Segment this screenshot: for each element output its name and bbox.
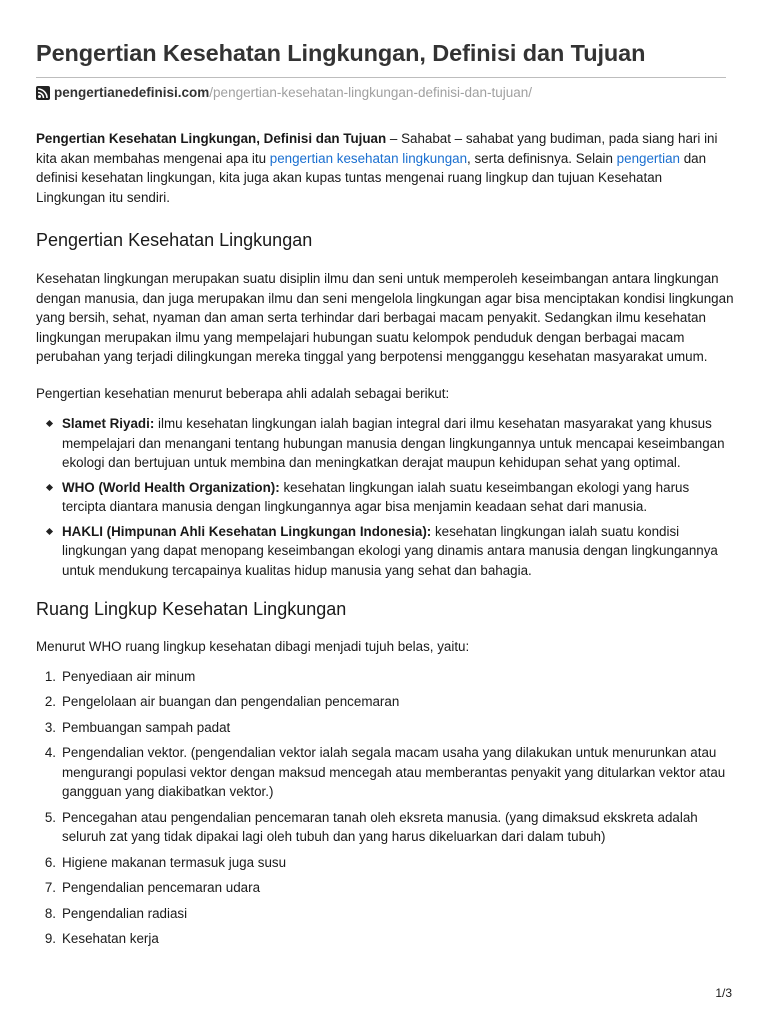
expert-definition: ilmu kesehatan lingkungan ialah bagian integral dari ilmu kesehatan masyarakat yang khusus mempelajari dan menangani tentang hubungan manusia dengan lingkungannya untuk mencapai keseimbangan ekologi dan bertujuan untuk membina dan meningkatkan derajat maupun kehidupan sehat yang optimal. bbox=[62, 416, 725, 470]
list-item-text: Pencegahan atau pengendalian pencemaran tanah oleh eksreta manusia. (yang dimaksud ekskreta adalah seluruh zat yang tidak dipakai lagi oleh tubuh dan yang harus dikeluarkan dari dalam tubuh) bbox=[62, 809, 698, 844]
rss-feed-icon bbox=[36, 86, 50, 100]
list-number: 4. bbox=[44, 745, 56, 760]
page-number: 1/3 bbox=[715, 986, 732, 1000]
scope-list bbox=[36, 667, 734, 949]
list-number: 7. bbox=[44, 880, 56, 895]
experts-intro: Pengertian kesehatian menurut beberapa ahli adalah sebagai berikut: bbox=[36, 385, 450, 401]
list-number: 9. bbox=[44, 931, 56, 946]
intro-text: dan definisi kesehatan lingkungan, kita juga akan kupas tuntas mengenai ruang lingkup dan tujuan Kesehatan Lingkungan itu sendiri. bbox=[36, 150, 707, 205]
list-item bbox=[62, 522, 734, 581]
bullet-diamond-icon bbox=[46, 527, 53, 534]
section-heading-pengertian: Pengertian Kesehatan Lingkungan bbox=[36, 230, 313, 250]
list-number: 3. bbox=[44, 719, 56, 735]
list-item bbox=[44, 878, 734, 898]
bullet-diamond-icon bbox=[46, 420, 53, 427]
list-item bbox=[44, 808, 734, 847]
list-number: 2. bbox=[44, 694, 56, 709]
experts-list bbox=[36, 414, 734, 580]
list-item-text: Kesehatan kerja bbox=[62, 931, 159, 946]
list-item-text: Penyediaan air minum bbox=[62, 668, 196, 684]
list-number: 1. bbox=[44, 668, 56, 684]
list-item bbox=[44, 743, 734, 802]
list-item bbox=[44, 667, 734, 687]
intro-text: – Sahabat – sahabat yang budiman, pada siang hari ini kita akan membahas mengenai apa itu bbox=[36, 131, 718, 166]
intro-bold-title: Pengertian Kesehatan Lingkungan, Definisi dan Tujuan bbox=[36, 131, 387, 146]
expert-name: WHO (World Health Organization): bbox=[62, 479, 280, 495]
page-title: Pengertian Kesehatan Lingkungan, Definisi dan Tujuan bbox=[36, 40, 646, 66]
title-divider bbox=[36, 77, 726, 78]
link-pengertian-kesehatan-lingkungan[interactable]: pengertian kesehatan lingkungan bbox=[269, 150, 468, 166]
list-item bbox=[44, 929, 734, 949]
list-number: 5. bbox=[44, 809, 56, 825]
list-item bbox=[62, 414, 734, 473]
bullet-diamond-icon bbox=[46, 483, 53, 490]
list-item-text: Pengendalian pencemaran udara bbox=[62, 880, 261, 895]
list-number: 6. bbox=[44, 854, 56, 870]
intro-paragraph bbox=[36, 129, 734, 207]
list-item bbox=[44, 718, 734, 738]
source-domain[interactable]: pengertianedefinisi.com bbox=[54, 85, 210, 100]
list-item bbox=[62, 478, 734, 517]
link-pengertian[interactable]: pengertian bbox=[616, 150, 680, 166]
section-heading-ruang-lingkup: Ruang Lingkup Kesehatan Lingkungan bbox=[36, 599, 347, 619]
scope-intro: Menurut WHO ruang lingkup kesehatan dibagi menjadi tujuh belas, yaitu: bbox=[36, 639, 470, 654]
list-item-text: Pengelolaan air buangan dan pengendalian pencemaran bbox=[62, 694, 400, 709]
document-page bbox=[36, 0, 734, 955]
list-item bbox=[44, 904, 734, 924]
list-item bbox=[44, 853, 734, 873]
list-item-text: Pengendalian vektor. (pengendalian vektor ialah segala macam usaha yang dilakukan untuk menurunkan atau mengurangi populasi vektor dengan maksud mencegah atau memberantas penyakit yang ditularkan vektor atau gangguan yang diakibatkan vektor.) bbox=[62, 745, 726, 799]
list-number: 8. bbox=[44, 905, 56, 921]
list-item-text: Higiene makanan termasuk juga susu bbox=[62, 854, 287, 870]
expert-name: HAKLI (Himpunan Ahli Kesehatan Lingkungan Indonesia): bbox=[62, 523, 432, 539]
source-path[interactable]: /pengertian-kesehatan-lingkungan-definisi-dan-tujuan/ bbox=[209, 85, 533, 100]
intro-text: , serta definisnya. Selain bbox=[467, 150, 617, 166]
expert-definition: kesehatan lingkungan ialah suatu kondisi lingkungan yang dapat menopang keseimbangan ekologi yang dinamis antara manusia dengan lingkungannya untuk mendukung tercapainya kualitas hidup manusia yang sehat dan bahagia. bbox=[62, 523, 718, 578]
list-item-text: Pembuangan sampah padat bbox=[62, 719, 231, 735]
list-item-text: Pengendalian radiasi bbox=[62, 905, 188, 921]
section-paragraph: Kesehatan lingkungan merupakan suatu disiplin ilmu dan seni untuk memperoleh keseimbangan antara lingkungan dengan manusia, dan juga merupakan ilmu dan seni mengelola lingkungan agar bisa menciptakan kondisi lingkungan yang bersih, sehat, nyaman dan aman serta terhindar dari berbagai macam penyakit. Sedangkan ilmu kesehatan lingkungan merupakan ilmu yang mempelajari hubungan suatu kelompok penduduk dengan berbagai macam perubahan yang terjadi dilingkungan mereka tinggal yang berpotensi mengganggu kesehatan masyarakat umum. bbox=[36, 271, 734, 364]
source-url[interactable] bbox=[36, 83, 734, 103]
list-item bbox=[44, 692, 734, 712]
expert-definition: kesehatan lingkungan ialah suatu keseimbangan ekologi yang harus tercipta diantara manusia dengan lingkungannya agar bisa menjamin keadaan sehat dari manusia. bbox=[62, 479, 690, 514]
expert-name: Slamet Riyadi: bbox=[62, 416, 155, 431]
